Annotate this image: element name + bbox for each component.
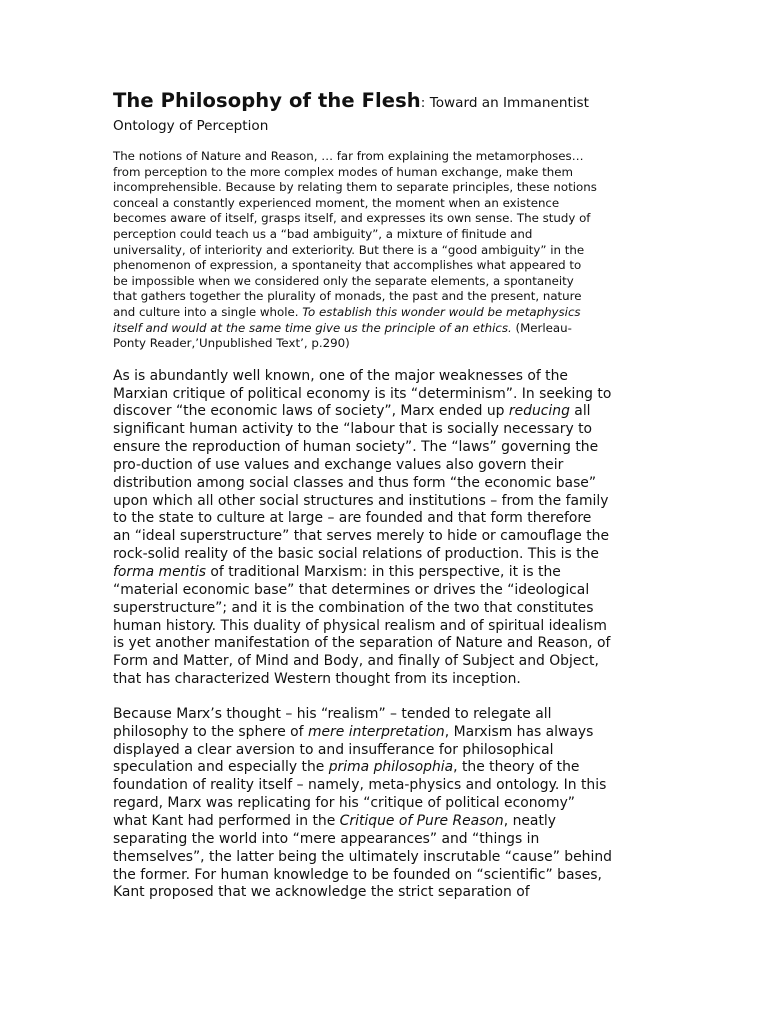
paragraph-2-emphasis-a: mere interpretation	[307, 723, 445, 740]
paragraph-1-text-c: of traditional Marxism: in this perspective, it is the “material economic base” that determines or drives the “ideological superstructure”; and it is the combination of the two that constitutes human history. This duality of physical realism and of spiritual idealism is yet another manifestation of the separation of Nature and Reason, of Form and Matter, of Mind and Body, and finally of Subject and Object, that has characterized Western thought from its inception.	[113, 564, 611, 688]
title-main: The Philosophy of the Flesh	[113, 89, 421, 112]
epigraph-citation: (Merleau- Ponty Reader,’Unpublished Text’, p.290)	[113, 320, 572, 351]
epigraph-italic: To establish this wonder would be metaphysics itself and would at the same time give us the principle of an ethics.	[113, 304, 581, 335]
paragraph-1-text-a: As is abundantly well known, one of the major weaknesses of the Marxian critique of political economy is its “determinism”. In seeking to discover “the economic laws of society”, Marx ended up	[113, 367, 612, 420]
epigraph-quote	[113, 149, 658, 352]
paragraph-2-text-b: , Marxism has always displayed a clear aversion to and insufferance for philosophical speculation and especially the	[113, 723, 594, 776]
paragraph-1-emphasis-a: reducing	[508, 403, 570, 420]
document-page	[113, 90, 658, 919]
title-colon: :	[420, 95, 426, 111]
paragraph-1-text-b: all significant human activity to the “labour that is socially necessary to ensure the reproduction of human society”. The “laws” governing the pro-duction of use values and exchange values also govern their distribution among social classes and thus form “the economic base” upon which all other social structures and institutions – from the family to the state to culture at large – are founded and that form therefore an “ideal superstructure” that serves merely to hide or camouflage the rock-solid reality of the basic social relations of production. This is the	[113, 403, 610, 563]
paragraph-2-text-d: , neatly separating the world into “mere appearances” and “things in themselves”, the latter being the ultimately inscrutable “cause” behind the former. For human knowledge to be founded on “scientific” bases, Kant proposed that we acknowledge the strict separation of	[113, 812, 612, 901]
body-paragraph-1	[113, 368, 658, 689]
paragraph-2-emphasis-b: prima philosophia	[328, 759, 454, 776]
paragraph-2-text-c: , the theory of the foundation of reality itself – namely, meta-physics and ontology. In this regard, Marx was replicating for his “critique of political economy” what Kant had performed in the	[113, 759, 607, 829]
paragraph-2-emphasis-c: Critique of Pure Reason	[339, 812, 504, 829]
subtitle-line-2: Ontology of Perception	[113, 118, 269, 134]
subtitle-line-1: Toward an Immanentist	[425, 95, 589, 111]
body-paragraph-2	[113, 706, 658, 902]
paragraph-1-emphasis-b: forma mentis	[113, 564, 206, 580]
paragraph-2-text-a: Because Marx’s thought – his “realism” – tended to relegate all philosophy to the sphere of	[113, 705, 552, 740]
epigraph-text: The notions of Nature and Reason, … far from explaining the metamorphoses… from perception to the more complex modes of human exchange, make them incomprehensible. Because by relating them to separate principles, these notions conceal a constantly experienced moment, the moment when an existence becomes aware of itself, grasps itself, and expresses its own sense. The study of perception could teach us a “bad ambiguity”, a mixture of finitude and universality, of interiority and exteriority. But there is a “good ambiguity” in the phenomenon of expression, a spontaneity that accomplishes what appeared to be impossible when we considered only the separate elements, a spontaneity that gathers together the plurality of monads, the past and the present, nature and culture into a single whole.	[113, 149, 597, 319]
document-title	[113, 90, 658, 137]
